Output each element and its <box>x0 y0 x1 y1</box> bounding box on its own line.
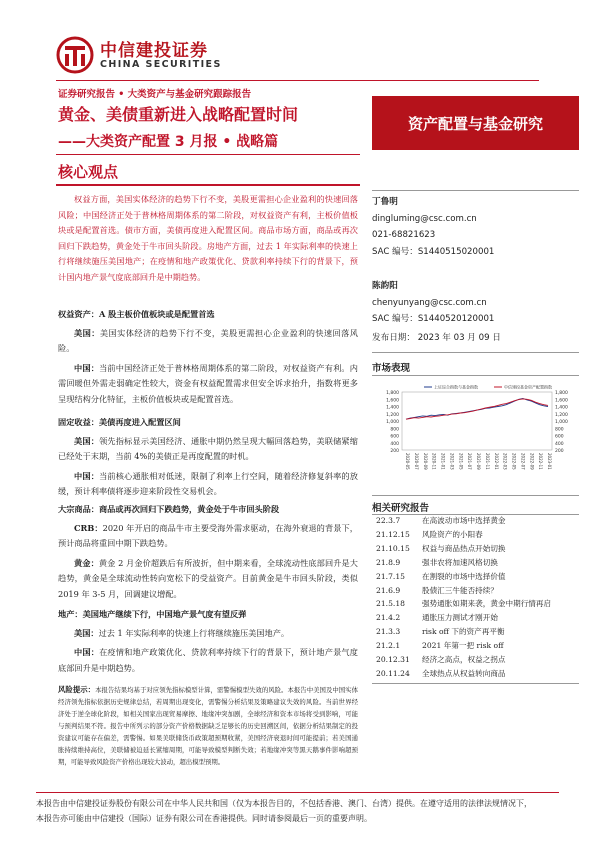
equity-us-paragraph: 美国：美国实体经济的趋势下行不变，美股更需担心企业盈利的快速回落风险。 <box>58 327 358 353</box>
report-series: 证券研究报告 • 大类资产与基金研究跟踪报告 <box>58 89 252 100</box>
report-item[interactable] <box>372 514 579 528</box>
commodity-section <box>58 502 358 602</box>
y2-tick-label: 400 <box>555 441 564 447</box>
x-tick-label: 2020-09 <box>422 453 428 470</box>
y-tick-label: 400 <box>390 441 399 447</box>
x-tick-label: 2023-01 <box>547 453 552 470</box>
analyst-email[interactable]: dingluming@csc.com.cn <box>372 213 477 224</box>
risk-label: 风险提示： <box>58 685 96 694</box>
market-chart <box>372 378 579 490</box>
right-rule-market <box>372 375 579 376</box>
analyst-2 <box>372 278 579 328</box>
gold-paragraph: 黄金：黄金 2 月金价超跌后有所波折，但中期来看，全球流动性底部回升是大趋势，黄金是全球流动性转向宽松下的受益资产。目前黄金是牛市回头阶段，类似 2019 年 3-5 月，回调建议增配。 <box>58 557 358 599</box>
analyst-sac: SAC 编号：S1440520120001 <box>372 314 495 324</box>
report-title: 经济之高点，权益之拐点 <box>422 655 506 665</box>
real-estate-heading: 地产：美国地产继续下行，中国地产景气度有望反弹 <box>58 609 247 619</box>
report-item[interactable] <box>372 584 579 598</box>
y2-tick-label: 1,200 <box>555 412 568 418</box>
related-reports-heading: 相关研究报告 <box>372 503 430 514</box>
report-title: 强势通胀如期来袭，黄金中期行情再启 <box>422 599 552 609</box>
equity-section <box>58 307 358 407</box>
y-tick-label: 200 <box>390 449 399 454</box>
fixed-income-heading: 固定收益：美债再度进入配置区间 <box>58 417 181 427</box>
right-rule-bottom <box>372 683 579 684</box>
report-subtitle: ——大类资产配置 3 月报 • 战略篇 <box>58 134 279 150</box>
report-date: 21.4.2 <box>376 613 401 623</box>
report-item[interactable] <box>372 597 579 611</box>
risk-notice <box>58 684 358 768</box>
analyst-name: 丁鲁明 <box>372 197 398 207</box>
crb-paragraph: CRB：2020 年开启的商品牛市主要受海外需求驱动，在海外衰退的背景下，预计商品将重回中期下跌趋势。 <box>58 522 358 548</box>
y-tick-label: 600 <box>390 434 399 440</box>
right-rule-date <box>372 352 579 353</box>
report-title: 在高波动市场中选择黄金 <box>422 516 506 525</box>
y2-tick-label: 1,800 <box>555 391 568 396</box>
right-rule-chart <box>372 495 579 496</box>
analyst-1 <box>372 194 579 260</box>
report-item[interactable] <box>372 667 579 681</box>
y2-tick-label: 200 <box>555 449 564 454</box>
x-tick-label: 2020-11 <box>431 453 437 470</box>
footer-line-1: 本报告由中信建投证券股份有限公司在中华人民共和国（仅为本报告目的，不包括香港、澳门、台湾）提供。在遵守适用的法律法规情况下， <box>36 799 532 808</box>
report-date: 20.11.24 <box>376 668 410 678</box>
x-tick-label: 2020-05 <box>405 453 410 470</box>
report-title: 2021 年第一把 risk off <box>422 641 504 651</box>
header-rule <box>56 80 539 81</box>
fi-cn-paragraph: 中国：当前核心通胀相对低迷，限制了利率上行空间，随着经济修复斜率的放缓，预计利率债将逐步迎来阶段性交易机会。 <box>58 470 358 496</box>
re-cn-paragraph: 中国：在疫情和地产政策优化、贷款利率持续下行的背景下，预计地产景气度底部回升是中期趋势。 <box>58 647 358 673</box>
market-chart-svg <box>372 378 579 490</box>
re-us-paragraph: 美国：过去 1 年实际利率的快速上行将继续施压美国地产。 <box>74 627 290 638</box>
y-tick-label: 1,400 <box>386 405 399 411</box>
report-date: 21.5.18 <box>376 599 405 609</box>
report-date: 21.12.15 <box>376 529 410 539</box>
report-title: 股债汇三牛能否持续？ <box>422 585 498 595</box>
report-date: 21.2.1 <box>376 641 401 651</box>
related-reports-list <box>372 514 579 681</box>
x-tick-label: 2021-05 <box>458 453 464 470</box>
y-tick-label: 800 <box>390 427 399 433</box>
report-item[interactable] <box>372 625 579 639</box>
report-title: 通胀压力测试才刚开始 <box>422 613 498 623</box>
report-title: 权益与商品热点开始切换 <box>422 543 506 553</box>
summary-text: 权益方面，美国实体经济的趋势下行不变，美股更需担心企业盈利的快速回落风险；中国经济正处于普林格周期体系的第二阶段，对权益资产有利，主板价值板块或是配置首选。债市方面，美债再度进入配置区间。商品市场方面，商品或再次回归下跌趋势，黄金处于牛市回头阶段。房地产方面，过去 1 年实际利率的快速上行将继续施压美国地产；在疫情和地产政策优化、贷款利率持续下行的背景下，预计国内地产景气度底部回升是中期趋势。 <box>58 194 358 282</box>
report-date: 22.3.7 <box>376 516 401 525</box>
x-tick-label: 2022-03 <box>502 453 508 470</box>
equity-cn-paragraph: 中国：当前中国经济正处于普林格周期体系的第二阶段，对权益资产有利。内需回暖但外需走弱确定性较大，资金有权益配置需求但安全诉求抬升，指数将更多呈现结构分化特征，主板价值板块或是配置首选。 <box>58 362 358 404</box>
y2-tick-label: 1,400 <box>555 405 568 411</box>
report-title: 风险资产的小阳春 <box>422 529 483 539</box>
y2-tick-label: 600 <box>555 434 564 440</box>
x-tick-label: 2021-07 <box>467 453 473 470</box>
y-tick-label: 1,600 <box>386 398 399 404</box>
section-rule <box>56 184 360 186</box>
report-date: 20.12.31 <box>376 655 410 665</box>
analyst-phone: 021-68821623 <box>372 230 436 240</box>
x-tick-label: 2022-11 <box>538 453 544 470</box>
logo-cn-text: 中信建投证券 <box>100 41 208 61</box>
report-item[interactable] <box>372 542 579 556</box>
equity-heading: 权益资产：A 股主板价值板块或是配置首选 <box>58 309 215 319</box>
x-tick-label: 2022-09 <box>529 453 535 470</box>
report-title: 强非农将加速风格切换 <box>422 557 498 567</box>
x-tick-label: 2021-11 <box>484 453 490 470</box>
fi-us-paragraph: 美国：领先指标显示美国经济、通胀中期仍然呈现大幅回落趋势，美联储紧缩已经处于末期，当前 4%的美债正是再度配置的时机。 <box>58 435 358 461</box>
y2-tick-label: 1,600 <box>555 398 568 404</box>
commodity-heading: 大宗商品：商品或再次回归下跌趋势，黄金处于牛市回头阶段 <box>58 504 280 514</box>
logo-en-text: CHINA SECURITIES <box>100 59 222 70</box>
footer-rule <box>36 792 559 793</box>
report-title: 全球热点从权益转向商品 <box>422 668 506 678</box>
fixed-income-section <box>58 415 358 500</box>
report-title: risk off 下的资产再平衡 <box>422 627 505 637</box>
y-tick-label: 1,000 <box>386 420 399 425</box>
report-item[interactable] <box>372 556 579 570</box>
legend-label: 中信建投基金资产配置指数 <box>504 384 552 390</box>
report-item[interactable] <box>372 528 579 542</box>
series-line-1 <box>406 399 548 420</box>
report-date: 21.7.15 <box>376 571 405 581</box>
analyst-sac: SAC 编号：S1440515020001 <box>372 246 495 257</box>
report-date: 21.6.9 <box>376 585 401 595</box>
legend-label: 上证综合指数与基金指数 <box>434 384 478 390</box>
x-tick-label: 2021-09 <box>476 453 481 470</box>
section-heading-core: 核心观点 <box>58 163 119 181</box>
publish-date: 发布日期： 2023 年 03 月 09 日 <box>372 333 501 343</box>
analyst-name: 陈韵阳 <box>372 281 398 291</box>
y2-tick-label: 800 <box>555 427 564 433</box>
report-item[interactable] <box>372 570 579 584</box>
x-tick-label: 2021-01 <box>440 453 446 470</box>
right-rule-top <box>372 190 579 191</box>
logo-mark-icon <box>56 36 94 74</box>
x-tick-label: 2022-07 <box>520 453 526 470</box>
x-tick-label: 2020-07 <box>413 453 419 470</box>
title-rule <box>56 154 360 155</box>
real-estate-section <box>58 607 358 676</box>
x-tick-label: 2021-03 <box>449 453 455 470</box>
risk-text: 本报告结果均基于对应领先指标模型计算，需警惕模型失效的风险。本报告中美国及中国实体经济领先指标依据历史规律总结，若周期出现变化，需警惕分析结果及策略建议失效的风险。当前世界经济处于逆全球化阶段，如相关国家出现贸易摩擦、地缘冲突加剧，全球经济和资本市场将受到影响，可能与预判结果不符。报告中所列示的部分资产价格数据缺乏足够长的历史回溯区间，依据分析结果制定的投资建议可能存在偏差，需警惕。如果美联储货币政策超预期收紧，美国经济衰退时间可能提前；若美国通胀持续维持高位，美联储被迫延长紧缩周期，可能导致模型判断失效；若地缘冲突等黑天鹅事件影响超预期，可能导致风险资产价格出现较大波动，超出模型预期。 <box>58 686 358 766</box>
report-date: 21.8.9 <box>376 557 401 567</box>
report-item[interactable] <box>372 653 579 667</box>
report-date: 21.3.3 <box>376 627 401 637</box>
summary-paragraph <box>58 192 358 285</box>
footer-line-2: 本报告亦可能由中信建投（国际）证券有限公司在香港提供。同时请参阅最后一页的重要声明。 <box>36 814 372 823</box>
category-banner: 资产配置与基金研究 <box>372 96 579 150</box>
y2-tick-label: 1,000 <box>555 420 568 425</box>
y-tick-label: 1,800 <box>386 391 399 396</box>
x-tick-label: 2022-01 <box>493 453 499 470</box>
report-date: 21.10.15 <box>376 543 410 553</box>
report-title: 黄金、美债重新进入战略配置时间 <box>58 105 299 124</box>
company-logo <box>56 36 222 76</box>
analyst-email[interactable]: chenyunyang@csc.com.cn <box>372 297 487 308</box>
market-performance-heading: 市场表现 <box>372 363 411 374</box>
report-title: 在割裂的市场中选择价值 <box>422 571 506 581</box>
x-tick-label: 2022-05 <box>511 453 517 470</box>
report-item[interactable] <box>372 611 579 625</box>
y-tick-label: 1,200 <box>386 412 399 418</box>
report-item[interactable] <box>372 639 579 653</box>
